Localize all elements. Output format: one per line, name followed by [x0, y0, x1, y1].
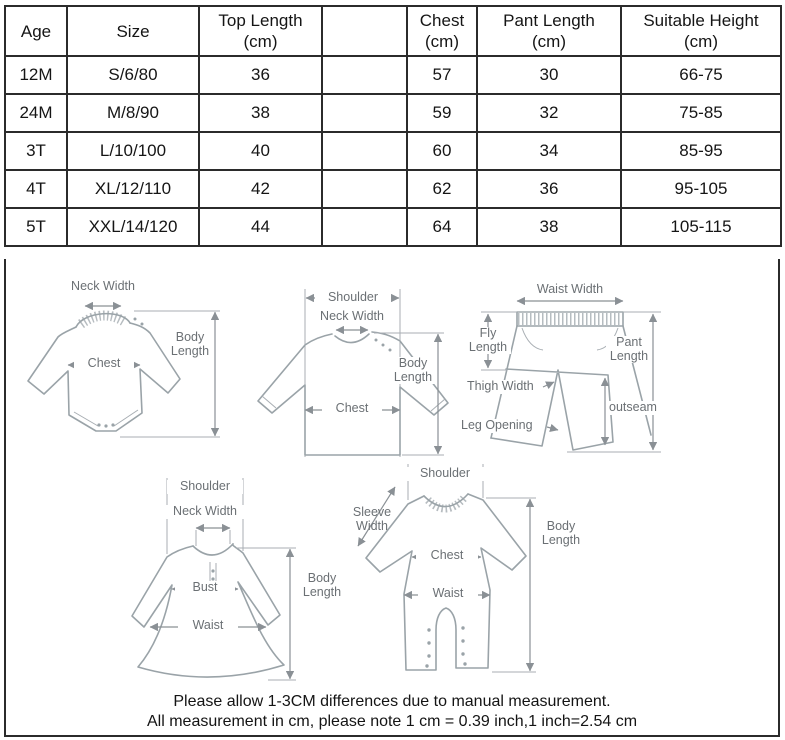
column-header-suitable-height: [621, 6, 781, 56]
chest-label: Chest: [322, 402, 382, 416]
column-title: Suitable Height: [643, 11, 759, 30]
cell-pant-length: 34: [477, 132, 621, 170]
cell-chest: 62: [407, 170, 477, 208]
cell-suitable-height: 85-95: [621, 132, 781, 170]
cell-suitable-height: 66-75: [621, 56, 781, 94]
cell-suitable-height: 105-115: [621, 208, 781, 246]
shoulder-label: Shoulder: [167, 480, 243, 494]
table-row: [5, 56, 781, 94]
measurement-notes: [6, 692, 778, 732]
column-unit: (cm): [243, 32, 278, 51]
cell-pant-length: 36: [477, 170, 621, 208]
cell-suitable-height: 95-105: [621, 170, 781, 208]
column-title: Pant Length: [503, 11, 595, 30]
cell-age: 24M: [5, 94, 67, 132]
column-title: Top Length: [218, 11, 303, 30]
outseam-label: outseam: [609, 400, 657, 414]
column-header-age: [5, 6, 67, 56]
bust-label: Bust: [175, 581, 235, 595]
cell-size: S/6/80: [67, 56, 199, 94]
cell-size: M/8/90: [67, 94, 199, 132]
cell-empty: [322, 132, 407, 170]
cell-top-length: 36: [199, 56, 322, 94]
column-header-top-length: [199, 6, 322, 56]
fly-length-label: Fly Length: [465, 327, 511, 354]
cell-age: 12M: [5, 56, 67, 94]
column-header-size: [67, 6, 199, 56]
note-line-2: All measurement in cm, please note 1 cm = 0.39 inch,1 inch=2.54 cm: [146, 713, 638, 730]
cell-top-length: 40: [199, 132, 322, 170]
romper-diagram: [348, 458, 588, 693]
body-length-label: Body Length: [391, 357, 435, 384]
cell-suitable-height: 75-85: [621, 94, 781, 132]
chest-label: Chest: [416, 549, 478, 563]
table-row: [5, 208, 781, 246]
top-diagram: [248, 283, 458, 463]
sleeve-width-label: Sleeve Width: [352, 505, 392, 533]
chest-label: Chest: [74, 357, 134, 371]
cell-top-length: 44: [199, 208, 322, 246]
table-row: [5, 132, 781, 170]
leg-opening-label: Leg Opening: [461, 418, 533, 432]
garment-outline: [28, 314, 180, 431]
column-header-chest: [407, 6, 477, 56]
body-length-label: Body Length: [536, 520, 586, 547]
neck-width-label: Neck Width: [52, 280, 154, 294]
cell-empty: [322, 170, 407, 208]
pant-length-label: Pant Length: [606, 336, 652, 363]
cell-empty: [322, 94, 407, 132]
neck-width-label: Neck Width: [165, 505, 245, 519]
bodysuit-diagram: [22, 275, 232, 450]
waist-width-label: Waist Width: [518, 283, 622, 297]
cell-pant-length: 32: [477, 94, 621, 132]
table-row: [5, 170, 781, 208]
size-table: [4, 5, 782, 247]
cell-chest: 64: [407, 208, 477, 246]
neck-width-label: Neck Width: [312, 310, 392, 324]
cell-age: 4T: [5, 170, 67, 208]
shoulder-label: Shoulder: [315, 291, 391, 305]
romper-line-art: [348, 458, 588, 693]
shorts-line-art: [455, 280, 705, 475]
measurement-diagrams-panel: [4, 259, 780, 737]
waist-label: Waist: [178, 619, 238, 633]
cell-chest: 57: [407, 56, 477, 94]
cell-top-length: 42: [199, 170, 322, 208]
body-length-label: Body Length: [168, 331, 212, 358]
cell-top-length: 38: [199, 94, 322, 132]
header-row: [5, 6, 781, 56]
waist-label: Waist: [418, 587, 478, 601]
column-unit: (cm): [425, 32, 459, 51]
cell-age: 3T: [5, 132, 67, 170]
column-header-empty: [322, 6, 407, 56]
cell-empty: [322, 208, 407, 246]
column-title: Size: [116, 21, 150, 41]
cell-size: XXL/14/120: [67, 208, 199, 246]
cell-size: L/10/100: [67, 132, 199, 170]
shoulder-label: Shoulder: [406, 467, 484, 481]
column-title: Chest: [419, 11, 465, 30]
cell-pant-length: 38: [477, 208, 621, 246]
dress-diagram: [118, 468, 353, 693]
cell-size: XL/12/110: [67, 170, 199, 208]
thigh-width-label: Thigh Width: [467, 379, 534, 393]
cell-empty: [322, 56, 407, 94]
column-unit: (cm): [532, 32, 566, 51]
cell-age: 5T: [5, 208, 67, 246]
shorts-diagram: [455, 280, 705, 475]
column-header-pant-length: [477, 6, 621, 56]
cell-pant-length: 30: [477, 56, 621, 94]
body-length-label: Body Length: [296, 572, 348, 599]
cell-chest: 60: [407, 132, 477, 170]
table-row: [5, 94, 781, 132]
note-line-1: Please allow 1-3CM differences due to manual measurement.: [173, 693, 611, 710]
column-unit: (cm): [684, 32, 718, 51]
cell-chest: 59: [407, 94, 477, 132]
column-title: Age: [20, 21, 52, 41]
